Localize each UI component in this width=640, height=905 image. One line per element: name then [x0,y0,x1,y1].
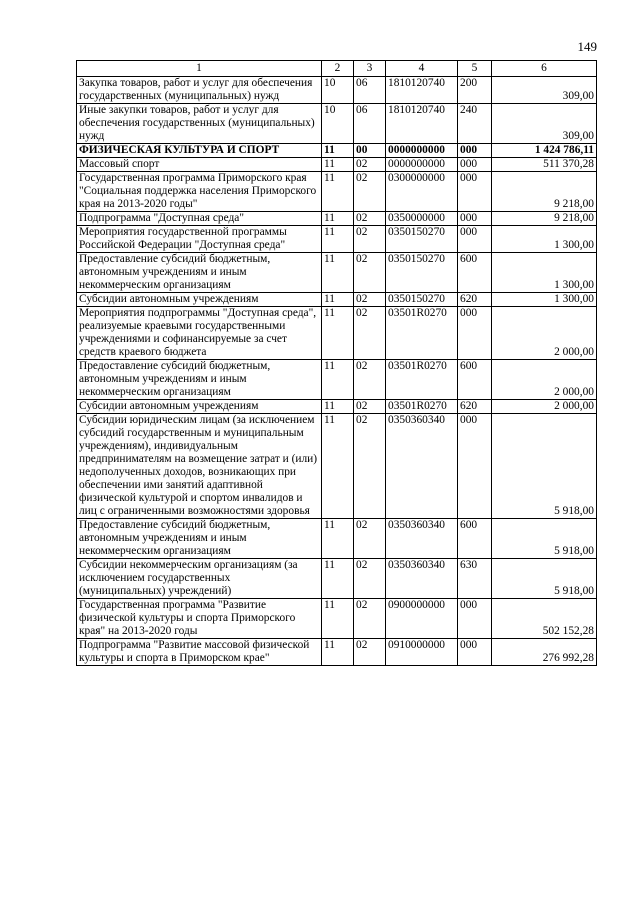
target-article-code: 0350360340 [386,414,458,519]
row-name: Субсидии юридическим лицам (за исключением субсидий государственным и муниципальным учреждениям), индивидуальным предпринимателям на возмещение затрат и (или) недополученных доходов, возникающих при обеспечении ими занятий адаптивной физической культурой и спортом инвалидов и лиц с ограниченными возможностями здоровья [77,414,322,519]
table-row [77,639,597,666]
subsection-code: 06 [354,104,386,144]
subsection-code: 06 [354,77,386,104]
expense-type-code: 000 [458,639,492,666]
row-name: Государственная программа "Развитие физической культуры и спорта Приморского края" на 2013-2020 годы [77,599,322,639]
section-code: 11 [322,293,354,307]
table-row [77,519,597,559]
subsection-code: 02 [354,172,386,212]
table-row [77,77,597,104]
amount: 1 300,00 [492,253,597,293]
target-article-code: 0000000000 [386,144,458,158]
expense-type-code: 600 [458,519,492,559]
table-row [77,599,597,639]
column-header: 1 [77,61,322,77]
expense-type-code: 200 [458,77,492,104]
target-article-code: 1810120740 [386,104,458,144]
column-header: 6 [492,61,597,77]
amount: 309,00 [492,77,597,104]
table-row [77,559,597,599]
section-code: 11 [322,172,354,212]
expense-type-code: 630 [458,559,492,599]
section-code: 11 [322,400,354,414]
target-article-code: 0300000000 [386,172,458,212]
table-row [77,144,597,158]
column-header-row [77,61,597,77]
section-code: 11 [322,307,354,360]
section-code: 10 [322,77,354,104]
target-article-code: 1810120740 [386,77,458,104]
table-row [77,293,597,307]
row-name: Субсидии некоммерческим организациям (за исключением государственных (муниципальных) учреждений) [77,559,322,599]
amount: 276 992,28 [492,639,597,666]
subsection-code: 02 [354,253,386,293]
amount: 1 424 786,11 [492,144,597,158]
amount: 9 218,00 [492,172,597,212]
target-article-code: 0350150270 [386,293,458,307]
subsection-code: 02 [354,599,386,639]
row-name: Иные закупки товаров, работ и услуг для обеспечения государственных (муниципальных) нужд [77,104,322,144]
expense-type-code: 000 [458,144,492,158]
section-code: 11 [322,639,354,666]
row-name: Подпрограмма "Развитие массовой физической культуры и спорта в Приморском крае" [77,639,322,666]
table-row [77,104,597,144]
subsection-code: 02 [354,293,386,307]
section-code: 11 [322,559,354,599]
budget-table [76,60,597,666]
table-row [77,226,597,253]
column-header: 2 [322,61,354,77]
target-article-code: 0350150270 [386,253,458,293]
expense-type-code: 600 [458,253,492,293]
subsection-code: 02 [354,414,386,519]
target-article-code: 0350360340 [386,559,458,599]
table-row [77,414,597,519]
expense-type-code: 000 [458,307,492,360]
expense-type-code: 000 [458,158,492,172]
section-code: 11 [322,599,354,639]
target-article-code: 0350150270 [386,226,458,253]
row-name: Мероприятия государственной программы Российской Федерации "Доступная среда" [77,226,322,253]
section-code: 11 [322,360,354,400]
subsection-code: 02 [354,639,386,666]
table-row [77,158,597,172]
target-article-code: 0350000000 [386,212,458,226]
row-name: Предоставление субсидий бюджетным, автономным учреждениям и иным некоммерческим организациям [77,253,322,293]
table-row [77,212,597,226]
subsection-code: 02 [354,360,386,400]
table-row [77,400,597,414]
table-row [77,307,597,360]
subsection-code: 00 [354,144,386,158]
amount: 1 300,00 [492,226,597,253]
expense-type-code: 000 [458,599,492,639]
expense-type-code: 000 [458,226,492,253]
section-code: 11 [322,519,354,559]
table-row [77,253,597,293]
target-article-code: 03501R0270 [386,360,458,400]
table-body [77,61,597,666]
section-code: 10 [322,104,354,144]
target-article-code: 0000000000 [386,158,458,172]
section-code: 11 [322,144,354,158]
expense-type-code: 000 [458,212,492,226]
row-name: Предоставление субсидий бюджетным, автономным учреждениям и иным некоммерческим организациям [77,519,322,559]
target-article-code: 03501R0270 [386,307,458,360]
amount: 9 218,00 [492,212,597,226]
amount: 5 918,00 [492,519,597,559]
subsection-code: 02 [354,559,386,599]
row-name: Субсидии автономным учреждениям [77,293,322,307]
row-name: ФИЗИЧЕСКАЯ КУЛЬТУРА И СПОРТ [77,144,322,158]
column-header: 5 [458,61,492,77]
subsection-code: 02 [354,226,386,253]
section-code: 11 [322,212,354,226]
section-code: 11 [322,158,354,172]
amount: 511 370,28 [492,158,597,172]
target-article-code: 0350360340 [386,519,458,559]
target-article-code: 0900000000 [386,599,458,639]
section-code: 11 [322,226,354,253]
expense-type-code: 620 [458,293,492,307]
subsection-code: 02 [354,307,386,360]
amount: 2 000,00 [492,307,597,360]
expense-type-code: 240 [458,104,492,144]
expense-type-code: 000 [458,414,492,519]
expense-type-code: 000 [458,172,492,212]
target-article-code: 03501R0270 [386,400,458,414]
expense-type-code: 620 [458,400,492,414]
subsection-code: 02 [354,212,386,226]
table-row [77,172,597,212]
amount: 5 918,00 [492,559,597,599]
subsection-code: 02 [354,400,386,414]
row-name: Предоставление субсидий бюджетным, автономным учреждениям и иным некоммерческим организациям [77,360,322,400]
row-name: Массовый спорт [77,158,322,172]
column-header: 3 [354,61,386,77]
amount: 2 000,00 [492,360,597,400]
amount: 309,00 [492,104,597,144]
subsection-code: 02 [354,519,386,559]
row-name: Закупка товаров, работ и услуг для обеспечения государственных (муниципальных) нужд [77,77,322,104]
row-name: Субсидии автономным учреждениям [77,400,322,414]
section-code: 11 [322,253,354,293]
target-article-code: 0910000000 [386,639,458,666]
subsection-code: 02 [354,158,386,172]
amount: 5 918,00 [492,414,597,519]
row-name: Подпрограмма "Доступная среда" [77,212,322,226]
amount: 1 300,00 [492,293,597,307]
row-name: Мероприятия подпрограммы "Доступная среда", реализуемые краевыми государственными учреждениями и софинансируемые за счет средств краевого бюджета [77,307,322,360]
column-header: 4 [386,61,458,77]
section-code: 11 [322,414,354,519]
row-name: Государственная программа Приморского края "Социальная поддержка населения Приморского края на 2013-2020 годы" [77,172,322,212]
amount: 502 152,28 [492,599,597,639]
table-row [77,360,597,400]
amount: 2 000,00 [492,400,597,414]
page-number: 149 [577,39,597,54]
expense-type-code: 600 [458,360,492,400]
